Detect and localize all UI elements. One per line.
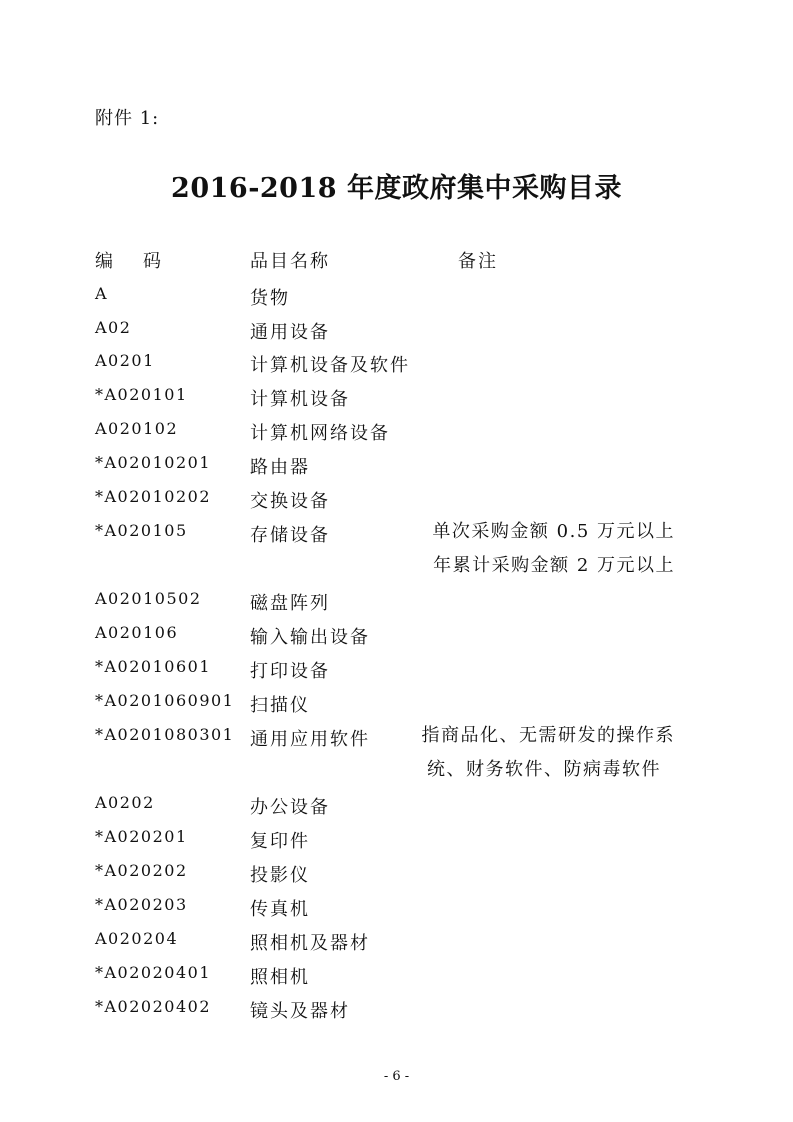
table-row xyxy=(0,861,793,889)
row-code: A0202 xyxy=(95,793,155,812)
table-row xyxy=(0,929,793,957)
row-code: *A020101 xyxy=(95,385,188,404)
table-row xyxy=(0,351,793,379)
row-name: 打印设备 xyxy=(250,661,330,682)
row-code: A020204 xyxy=(95,929,179,948)
row-name: 镜头及器材 xyxy=(250,1001,350,1022)
row-name: 照相机 xyxy=(250,967,310,988)
table-row xyxy=(0,793,793,821)
table-row xyxy=(0,385,793,413)
table-header xyxy=(0,247,793,273)
row-code: *A020203 xyxy=(95,895,188,914)
row-name: 交换设备 xyxy=(250,491,330,512)
row-name: 复印件 xyxy=(250,831,310,852)
table-row xyxy=(0,318,793,346)
row-note-continued: 统、财务软件、防病毒软件 xyxy=(427,759,661,780)
row-name: 路由器 xyxy=(250,457,310,478)
table-row xyxy=(0,691,793,719)
row-code: *A020105 xyxy=(95,521,188,540)
header-name: 品目名称 xyxy=(250,251,330,272)
row-code: *A02020402 xyxy=(95,997,211,1016)
row-code: A02 xyxy=(95,318,132,337)
table-row xyxy=(0,419,793,447)
table-row xyxy=(0,997,793,1025)
attachment-label: 附件 1: xyxy=(95,108,160,129)
table-row xyxy=(0,895,793,923)
table-row xyxy=(0,284,793,312)
page-number: - 6 - xyxy=(383,1069,410,1084)
row-code: *A020201 xyxy=(95,827,188,846)
row-name: 照相机及器材 xyxy=(250,933,370,954)
page-title: 2016-2018 年度政府集中采购目录 xyxy=(171,173,622,204)
row-name: 扫描仪 xyxy=(250,695,310,716)
row-name: 投影仪 xyxy=(250,865,310,886)
row-code: A020102 xyxy=(95,419,179,438)
row-code: A020106 xyxy=(95,623,179,642)
row-code: *A0201080301 xyxy=(95,725,235,744)
row-name: 输入输出设备 xyxy=(250,627,370,648)
row-code: A xyxy=(95,284,109,303)
row-name: 传真机 xyxy=(250,899,310,920)
table-row xyxy=(0,725,793,787)
row-code: *A02020401 xyxy=(95,963,211,982)
row-code: *A02010201 xyxy=(95,453,211,472)
row-name: 货物 xyxy=(250,288,290,309)
table-row xyxy=(0,963,793,991)
row-code: *A0201060901 xyxy=(95,691,235,710)
table-row xyxy=(0,657,793,685)
header-note: 备注 xyxy=(458,251,498,272)
table-row xyxy=(0,827,793,855)
row-note: 指商品化、无需研发的操作系 xyxy=(421,725,675,746)
table-row xyxy=(0,589,793,617)
row-name: 通用应用软件 xyxy=(250,729,370,750)
table-row xyxy=(0,521,793,583)
row-code: *A020202 xyxy=(95,861,188,880)
row-note: 单次采购金额 0.5 万元以上 xyxy=(432,521,675,542)
row-code: *A02010202 xyxy=(95,487,211,506)
row-name: 计算机设备 xyxy=(250,389,350,410)
table-row xyxy=(0,453,793,481)
row-name: 计算机网络设备 xyxy=(250,423,390,444)
row-name: 通用设备 xyxy=(250,322,330,343)
table-row xyxy=(0,623,793,651)
row-name: 磁盘阵列 xyxy=(250,593,330,614)
row-code: *A02010601 xyxy=(95,657,211,676)
row-name: 计算机设备及软件 xyxy=(250,355,410,376)
row-code: A0201 xyxy=(95,351,155,370)
row-code: A02010502 xyxy=(95,589,202,608)
table-row xyxy=(0,487,793,515)
row-note-continued: 年累计采购金额 2 万元以上 xyxy=(433,555,675,576)
header-code: 编码 xyxy=(95,251,191,272)
row-name: 存储设备 xyxy=(250,525,330,546)
row-name: 办公设备 xyxy=(250,797,330,818)
